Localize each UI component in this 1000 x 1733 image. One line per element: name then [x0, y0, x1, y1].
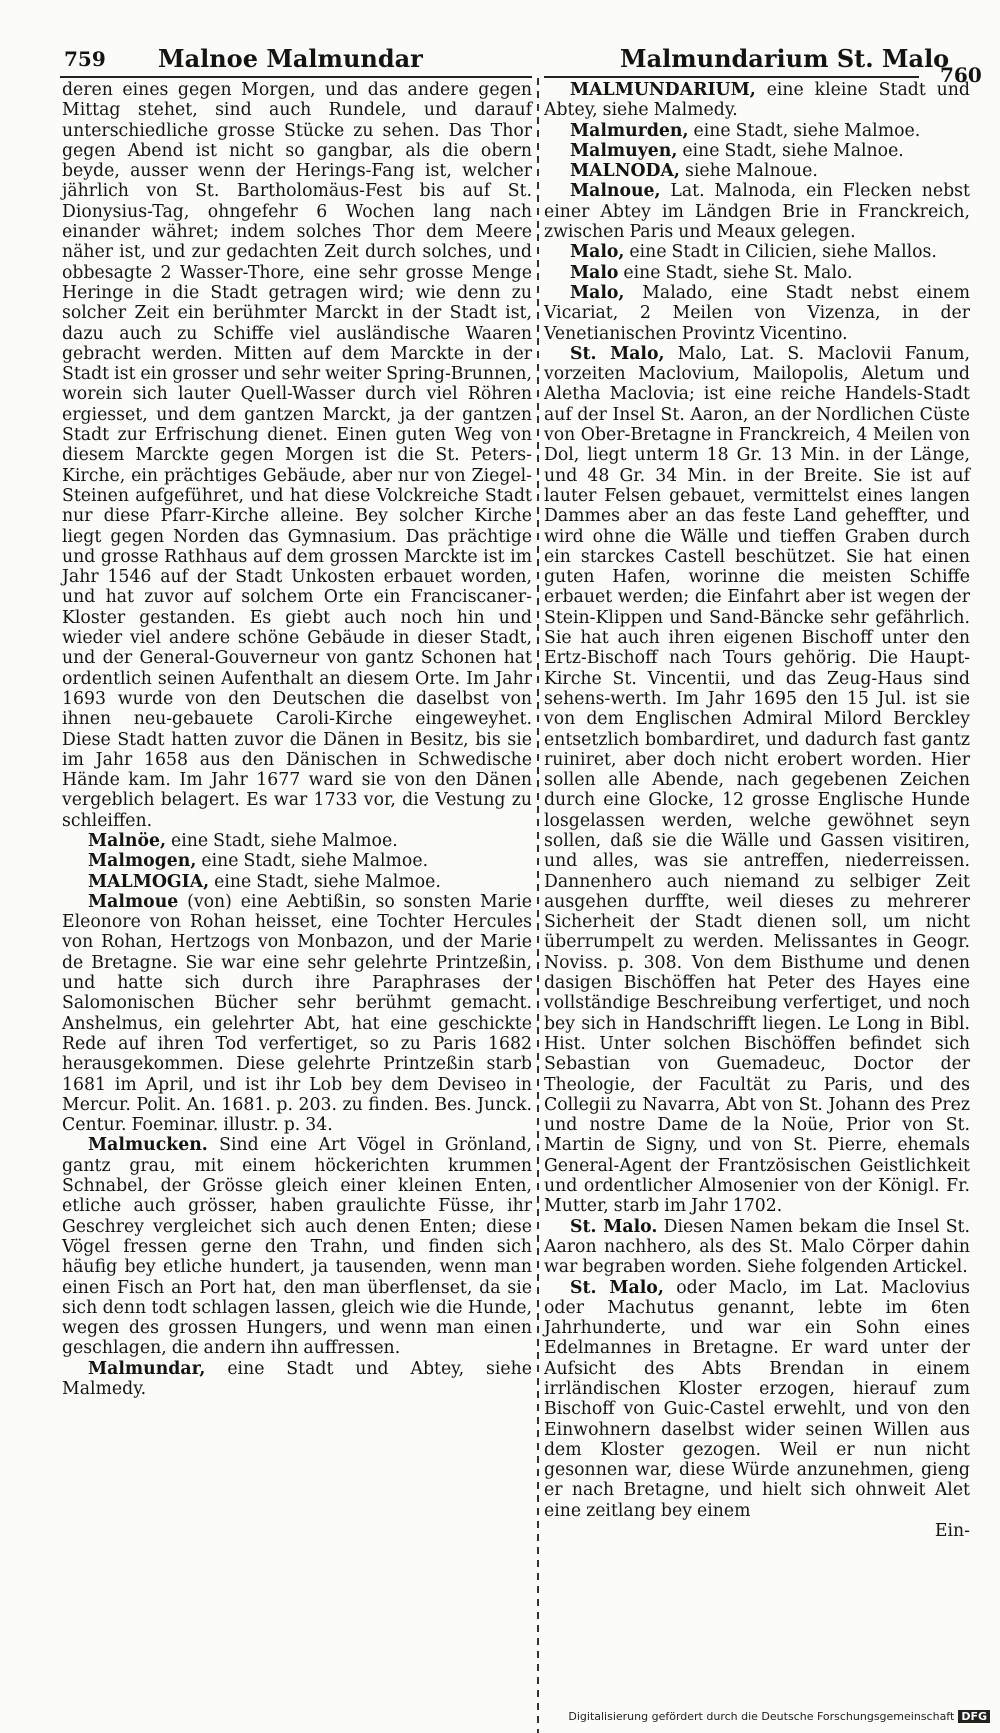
- entry-text: Ein-: [934, 1521, 970, 1542]
- entry-text: eine Stadt in Cilicien, siehe Mallos.: [624, 242, 937, 263]
- entry-text: (von) eine Aebtißin, so sonsten Marie Eleonore von Rohan heisset, eine Tochter Hercules von Rohan, Hertzogs von Monbazon, und der Marie de Bretagne. Sie war eine sehr gelehrte Printzeßin, und hatte sich durch ihre Paraphrases der Salomonischen Bücher sehr berühmt gemacht. Anshelmus, ein gelehrter Abt, hat eine geschickte Rede auf ihren Tod verfertiget, so zu Paris 1682 herausgekommen. Diese gelehrte Printzeßin starb 1681 im April, und ist ihr Lob bey dem Deviseo in Mercur. Polit. An. 1681. p. 203. zu finden. Bes. Junck. Centur. Foeminar. illustr. p. 34.: [62, 891, 532, 1136]
- entry-headword: Malnöe,: [88, 830, 166, 851]
- dictionary-entry: [62, 851, 532, 871]
- entry-text: deren eines gegen Morgen, und das andere gegen Mittag stehet, sind auch Rundele, und darauf unterschiedliche grosse Stücke zu sehen. Das Thor gegen Abend ist nicht so gangbar, als die obern beyde, ausser wenn der Herings-Fang ist, welcher jährlich von St. Bartholomäus-Fest bis auf St. Dionysius-Tag, ohngefehr 6 Wochen lang nach einander währet; indem solches Thor dem Meere näher ist, und zur gedachten Zeit durch solches, und obbesagte 2 Wasser-Thore, eine sehr grosse Menge Heringe in die Stadt getragen wird; wie denn zu solcher Zeit ein berühmter Marckt in der Stadt ist, dazu auch zu Schiffe viel ausländische Waaren gebracht werden. Mitten auf dem Marckte in der Stadt ist ein grosser und sehr weiter Spring-Brunnen, worein sich lauter Quell-Wasser durch viel Röhren ergiesset, und dem gantzen Marckt, ja der gantzen Stadt zur Erfrischung dienet. Einen guten Weg von diesem Marckte gegen Morgen ist die St. Peters-Kirche, ein prächtiges Gebäude, aber nur von Ziegel-Steinen aufgeführet, und hat diese Volckreiche Stadt nur diese Pfarr-Kirche alleine. Bey solcher Kirche liegt gegen Norden das Gymnasium. Das prächtige und grosse Rathhaus auf dem grossen Marckte ist im Jahr 1546 auf der Stadt Unkosten erbauet worden, und hat zuvor auf solchem Orte ein Franciscaner-Kloster gestanden. Es giebt auch noch hin und wieder viel andere schöne Gebäude in dieser Stadt, und der General-Gouverneur von gantz Schonen hat ordentlich seinen Aufenthalt an diesem Orte. Im Jahr 1693 wurde von den Deutschen die daselbst von ihnen neu-gebauete Caroli-Kirche eingeweyhet. Diese Stadt hatten zuvor die Dänen in Besitz, bis sie im Jahr 1658 aus den Dänischen in Schwedische Hände kam. Im Jahr 1677 ward sie von den Dänen vergeblich belagert. Es war 1733 vor, die Vestung zu schleiffen.: [62, 80, 532, 831]
- entry-text: eine Stadt und Abtey, siehe Malmedy.: [62, 1358, 532, 1399]
- entry-headword: Malmuyen,: [570, 140, 678, 161]
- dictionary-entry: [544, 242, 970, 262]
- entry-headword: Malmundar,: [88, 1358, 206, 1379]
- right-header-rule: [544, 76, 919, 78]
- dictionary-entry: [62, 1359, 532, 1400]
- entry-headword: St. Malo.: [570, 1216, 658, 1237]
- entry-text: eine kleine Stadt und Abtey, siehe Malmedy.: [544, 80, 970, 121]
- entry-headword: Malmoue: [88, 891, 179, 912]
- entry-headword: Malmurden,: [570, 120, 689, 141]
- entry-text: oder Maclo, im Lat. Maclovius oder Machutus genannt, lebte im 6ten Jahrhunderte, und war ein Sohn eines Edelmannes in Bretagne. Er ward unter der Aufsicht des Abts Brendan in einem irrländischen Kloster erzogen, hierauf zum Bischoff von Guic-Castel erwehlt, und von den Einwohnern daselbst wider seinen Willen aus dem Kloster gezogen. Weil er nun nicht gesonnen war, diese Würde anzunehmen, gieng er nach Bretagne, und hielt sich ohnweit Alet eine zeitlang bey einem: [544, 1277, 971, 1521]
- dictionary-entry: [544, 1521, 970, 1541]
- dictionary-entry: [544, 80, 970, 121]
- footer-credit: [568, 1710, 990, 1723]
- dfg-logo: DFG: [958, 1710, 990, 1723]
- entry-text: Diesen Namen bekam die Insel St. Aaron nachhero, als des St. Malo Cörper dahin war begraben worden. Siehe folgenden Artickel.: [544, 1216, 970, 1278]
- entry-text: Malo, Lat. S. Maclovii Fanum, vorzeiten Maclovium, Mailopolis, Aletum und Aletha Maclovia; ist eine reiche Handels-Stadt auf der Insel St. Aaron, an der Nordlichen Cüste von Ober-Bretagne in Franckreich, 4 Meilen von Dol, liegt unterm 18 Gr. 13 Min. in der Länge, und 48 Gr. 34 Min. in der Breite. Sie ist auf lauter Felsen gebauet, vermittelst eines langen Dammes aber an das feste Land geheffter, und wird ohne die Wälle und tieffen Graben durch ein starckes Castell beschützet. Sie hat einen guten Hafen, worinne die meisten Schiffe erbauet werden; die Einfahrt aber ist wegen der Stein-Klippen und Sand-Bäncke sehr gefährlich. Sie hat auch ihren eigenen Bischoff unter den Ertz-Bischoff nach Tours gehörig. Die Haupt-Kirche St. Vincentii, und das Zeug-Haus sind sehens-werth. Im Jahr 1695 den 15 Jul. ist sie von dem Englischen Admiral Milord Berckley entsetzlich bombardiret, und dadurch fast gantz ruiniret, aber doch nicht erobert worden. Hier sollen alle Abende, nach gegebenen Zeichen durch eine Glocke, 12 grosse Englische Hunde losgelassen werden, welche gewöhnet seyn sollen, daß sie die Wälle und Gassen visitiren, und alles, was sie antreffen, niederreissen. Dannenhero auch niemand zu selbiger Zeit ausgehen durffte, weil dieses zu mehrerer Sicherheit der Stadt dienen soll, um nicht überrumpelt zu werden. Melissantes in Geogr. Noviss. p. 308. Von dem Bisthume und denen dasigen Bischöffen hat Peter des Hayes eine vollständige Beschreibung verfertiget, und noch bey sich in Handschrifft liegen. Le Long in Bibl. Hist. Unter solchen Bischöffen befindet sich Sebastian von Guemadeuc, Doctor der Theologie, der Facultät zu Paris, und des Collegii zu Navarra, Abt von St. Johann des Prez und nostre Dame de la Noüe, Prior von St. Martin de Signy, und von St. Pierre, ehemals General-Agent der Frantzösischen Geistlichkeit und ordentlicher Almosenier von der Königl. Fr. Mutter, starb im Jahr 1702.: [544, 343, 970, 1217]
- dictionary-entry: [544, 283, 970, 344]
- entry-text: eine Stadt, siehe Malmoe.: [209, 871, 441, 892]
- entry-text: Lat. Malnoda, ein Flecken nebst einer Abtey im Ländgen Brie in Franckreich, zwischen Paris und Meaux gelegen.: [544, 181, 970, 243]
- entry-headword: Malnoue,: [570, 181, 661, 202]
- right-column: [544, 80, 970, 1541]
- entry-text: eine Stadt, siehe St. Malo.: [618, 262, 853, 283]
- dictionary-entry: [544, 263, 970, 283]
- entry-headword: Malo,: [570, 282, 625, 303]
- dictionary-entry: [544, 1278, 970, 1522]
- right-page-number: 760: [940, 63, 982, 87]
- entry-headword: Malo: [570, 262, 619, 283]
- entry-text: Malado, eine Stadt nebst einem Vicariat, 2 Meilen von Vizenza, in der Venetianischen Provintz Vicentino.: [544, 282, 970, 344]
- entry-text: eine Stadt, siehe Malnoe.: [677, 140, 904, 161]
- dictionary-entry: [62, 872, 532, 892]
- dictionary-entry: [544, 1217, 970, 1278]
- left-page-number: 759: [64, 47, 106, 71]
- entry-headword: Malo,: [570, 242, 625, 263]
- footer-text: Digitalisierung gefördert durch die Deutsche Forschungsgemeinschaft: [568, 1710, 955, 1723]
- entry-text: eine Stadt, siehe Malmoe.: [166, 830, 398, 851]
- entry-headword: St. Malo,: [570, 1277, 664, 1298]
- dictionary-entry: [62, 831, 532, 851]
- entry-headword: St. Malo,: [570, 343, 665, 364]
- entry-text: siehe Malnoue.: [679, 161, 818, 182]
- entry-headword: Malmogen,: [88, 851, 197, 872]
- dictionary-entry: [544, 121, 970, 141]
- entry-headword: Malmucken.: [88, 1135, 208, 1156]
- entry-text: eine Stadt, siehe Malmoe.: [688, 120, 921, 141]
- entry-headword: MALMUNDARIUM,: [570, 80, 756, 100]
- left-column: [62, 80, 532, 1399]
- left-running-title: Malnoe Malmundar: [158, 44, 423, 73]
- dictionary-entry: [544, 344, 970, 1217]
- dictionary-entry: [62, 1135, 532, 1358]
- entry-headword: MALNODA,: [570, 161, 680, 182]
- dictionary-entry: [62, 892, 532, 1136]
- dictionary-entry: [62, 80, 532, 831]
- left-header-rule: [60, 76, 532, 78]
- entry-text: Sind eine Art Vögel in Grönland, gantz grau, mit einem höckerichten krummen Schnabel, der Grösse gleich einer kleinen Enten, etliche auch grösser, haben graulichte Füsse, ihr Geschrey vergleichet sich auch denen Enten; diese Vögel fressen gerne den Trahn, und finden sich häufig bey etliche hundert, ja tausenden, wenn man einen Fisch an Port hat, den man überflenset, da sie sich denn todt schlagen lassen, gleich wie die Hunde, wegen des grossen Hungers, und wenn man einen geschlagen, die andern ihn auffressen.: [62, 1135, 532, 1359]
- right-running-title: Malmundarium St. Malo: [620, 44, 950, 73]
- entry-text: eine Stadt, siehe Malmoe.: [196, 851, 429, 872]
- dictionary-entry: [544, 161, 970, 181]
- entry-headword: MALMOGIA,: [88, 871, 210, 892]
- dictionary-entry: [544, 181, 970, 242]
- column-separator: [537, 78, 539, 1733]
- dictionary-entry: [544, 141, 970, 161]
